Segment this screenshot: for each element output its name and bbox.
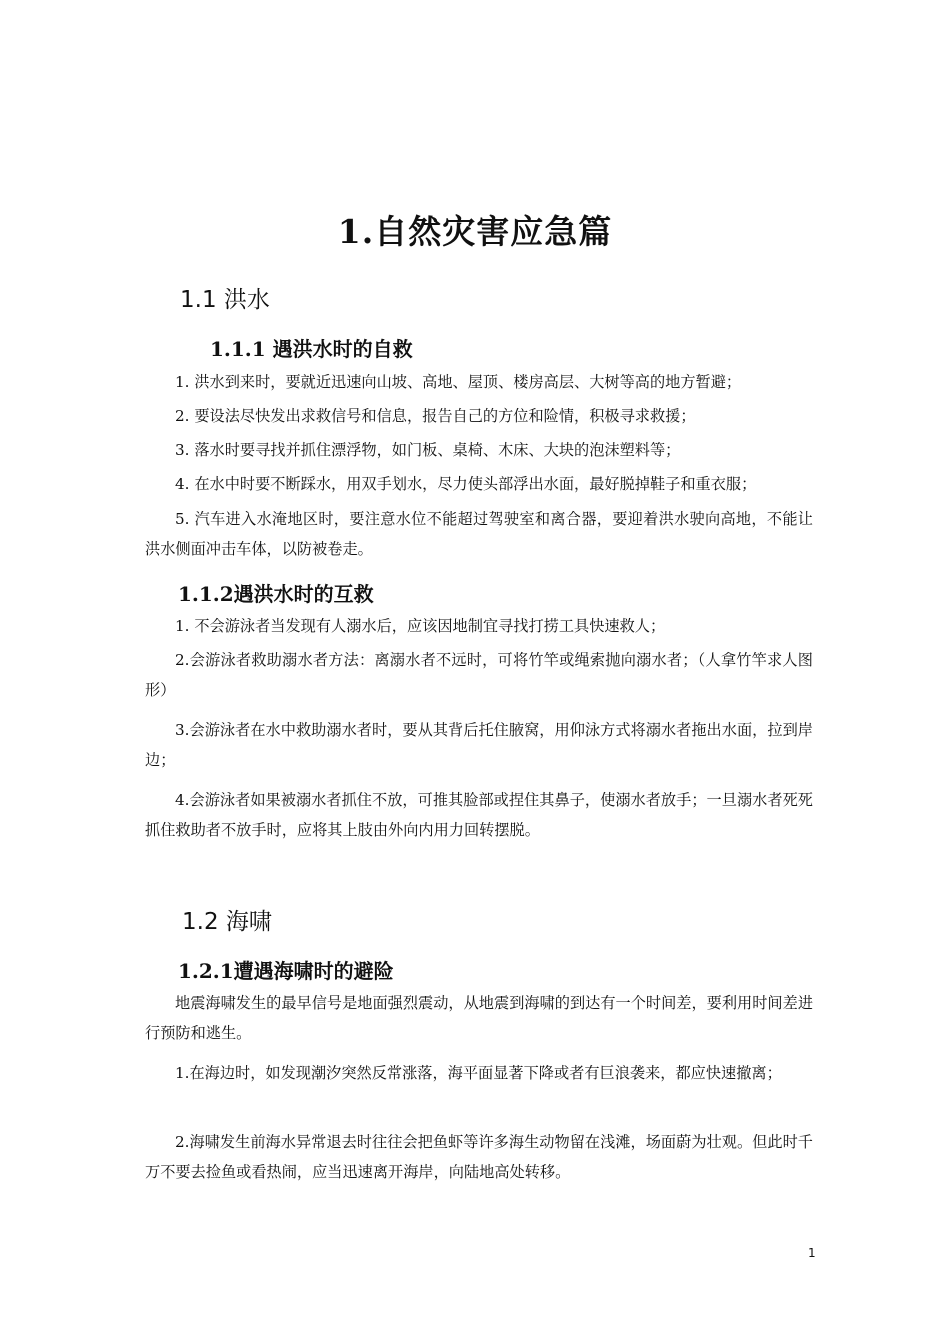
paragraph: 1. 洪水到来时，要就近迅速向山坡、高地、屋顶、楼房高层、大树等高的地方暂避； [175,373,742,391]
subsection-heading-flood-self-rescue: 1.1.1 遇洪水时的自救 [210,337,413,361]
paragraph: 2.会游泳者救助溺水者方法：离溺水者不远时，可将竹竿或绳索抛向溺水者；（人拿竹竿求人图形） [145,651,813,699]
paragraph: 地震海啸发生的最早信号是地面强烈震动，从地震到海啸的到达有一个时间差，要利用时间差进行预防和逃生。 [145,994,813,1042]
subsection-heading-flood-mutual-rescue: 1.1.2遇洪水时的互救 [178,582,374,606]
page-number: 1 [808,1246,816,1260]
paragraph: 5. 汽车进入水淹地区时，要注意水位不能超过驾驶室和离合器，要迎着洪水驶向高地，不能让洪水侧面冲击车体，以防被卷走。 [145,510,813,558]
paragraph: 4. 在水中时要不断踩水，用双手划水，尽力使头部浮出水面，最好脱掉鞋子和重衣服； [175,475,757,493]
paragraph: 3.会游泳者在水中救助溺水者时，要从其背后托住腋窝，用仰泳方式将溺水者拖出水面，拉到岸边； [145,721,813,769]
section-heading-tsunami: 1.2 海啸 [182,909,272,935]
paragraph: 1. 不会游泳者当发现有人溺水后，应该因地制宜寻找打捞工具快速救人； [175,617,666,635]
paragraph: 2.海啸发生前海水异常退去时往往会把鱼虾等许多海生动物留在浅滩，场面蔚为壮观。但此时千万不要去捡鱼或看热闹，应当迅速离开海岸，向陆地高处转移。 [145,1133,813,1181]
paragraph: 1.在海边时，如发现潮汐突然反常涨落，海平面显著下降或者有巨浪袭来，都应快速撤离； [175,1064,782,1082]
section-heading-flood: 1.1 洪水 [180,287,270,313]
subsection-heading-tsunami-avoid: 1.2.1遭遇海啸时的避险 [178,959,394,983]
chapter-title: 1.自然灾害应急篇 [337,212,613,251]
paragraph: 2. 要设法尽快发出求救信号和信息，报告自己的方位和险情，积极寻求救援； [175,407,696,425]
paragraph: 3. 落水时要寻找并抓住漂浮物，如门板、桌椅、木床、大块的泡沫塑料等； [175,441,681,459]
paragraph: 4.会游泳者如果被溺水者抓住不放，可推其脸部或捏住其鼻子，使溺水者放手；一旦溺水者死死抓住救助者不放手时，应将其上肢由外向内用力回转摆脱。 [145,791,813,839]
